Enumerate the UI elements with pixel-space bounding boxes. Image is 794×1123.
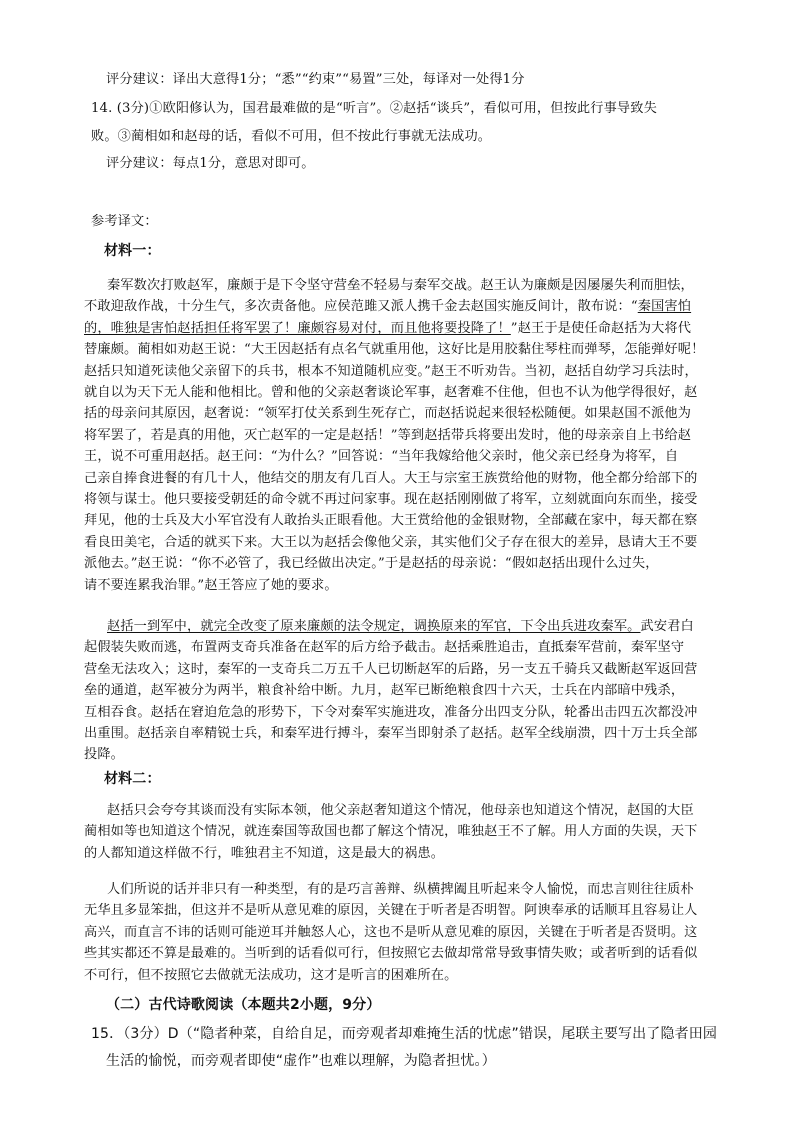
line-text: 武安君白 (640, 619, 694, 634)
line-text: 请不要连累我治罪。”赵王答应了她的要求。 (84, 577, 338, 593)
paragraph-line (84, 319, 691, 339)
paragraph-line: 不可行，但不按照它去做就无法成功，这才是听言的困难所在。 (84, 967, 458, 983)
material-1-title: 材料一： (104, 243, 161, 259)
underlined-text: 秦国害怕 (637, 299, 692, 315)
q15-answer-line-1: 15．（3分）D（“隐者种菜，自给自足，而旁观者却难掩生活的忧虑”错误，尾联主要写出了隐者田园 (91, 1026, 718, 1042)
paragraph-line (84, 362, 698, 382)
line-text: 出重围。赵括亲自率精锐士兵，和秦军进行搏斗，秦军当即射杀了赵括。赵军全线崩溃，四十万士兵全部 (84, 726, 698, 741)
line-text: 将领与谋士。他只要接受朝廷的命令就不再过问家事。现在赵括刚刚做了将军，立刻就面向东而坐，接受 (84, 492, 698, 507)
paragraph-line (84, 724, 698, 744)
underlined-text: 的，唯独是害怕赵括担任将军罢了！廉颇容易对付，而且他将要投降了！ (84, 320, 511, 336)
line-text: 赵括只知道死读他父亲留下的兵书，根本不知道随机应变。”赵王不听劝告。当初，赵括自幼学习兵法时， (84, 363, 698, 379)
paragraph-line (84, 447, 678, 467)
translation-heading: 参考译文： (91, 214, 158, 229)
paragraph-line: 的人都知道这样做不行，唯独君主不知道，这是最大的祸患。 (84, 845, 445, 861)
q14-answer-line-2: 败。③蔺相如和赵母的话，看似不可用，但不按此行事就无法成功。 (91, 129, 492, 144)
paragraph-line (84, 340, 704, 360)
paragraph-line (84, 297, 691, 317)
line-text: 派他去。”赵王说：“你不必管了，我已经做出决定。”于是赵括的母亲说：“假如赵括出现什么过失， (84, 556, 659, 572)
line-text: 王，说不可重用赵括。赵王问：“为什么？”回答说：“当年我嫁给他父亲时，他父亲已经身为将军，自 (84, 449, 679, 465)
line-text: ”赵王于是使任命赵括为大将代 (510, 320, 692, 336)
paragraph-line (84, 490, 698, 510)
line-text: 己亲自捧食进餐的有几十人，他结交的朋友有几百人。大王与宗室王族赏给他的财物，他全都分给部下的 (84, 470, 698, 486)
paragraph-line (84, 638, 684, 658)
paragraph-line: 蔺相如等也知道这个情况，就连秦国等敌国也都了解这个情况，唯独赵王不了解。用人方面的失误，天下 (84, 824, 698, 840)
line-text: 秦军数次打败赵军，廉颇于是下令坚守营垒不轻易与秦军交战。赵王认为廉颇是因屡屡失利而胆怯， (107, 278, 694, 293)
paragraph-line (84, 533, 698, 553)
paragraph-line (84, 681, 684, 701)
line-text: 拜见，他的士兵及大小军官没有人敢抬头正眼看他。大王赏给他的金银财物，全部藏在家中，每天都在察 (84, 513, 698, 529)
line-text: 看良田美宅，合适的就买下来。大王以为赵括会像他父亲，其实他们父子存在很大的差异，恳请大王不要 (84, 534, 698, 550)
line-text: 不敢迎敌作战，十分生气，多次责备他。应侯范雎又派人携千金去赵国实施反间计，散布说：“ (84, 299, 638, 315)
paragraph-line (84, 404, 691, 424)
paragraph-line (84, 511, 698, 531)
poetry-section-heading: （二）古代诗歌阅读（本题共2小题，9分） (106, 997, 381, 1013)
paragraph-line (84, 426, 691, 446)
line-text: 垒的通道，赵军被分为两半，粮食补给中断。九月，赵军已断绝粮食四十六天，士兵在内部暗中残杀， (84, 683, 685, 699)
paragraph-line (84, 383, 698, 403)
q15-answer-line-2: 生活的愉悦，而旁观者即使“虚作”也难以理解，为隐者担忧。） (106, 1053, 496, 1069)
paragraph-line (107, 276, 694, 296)
paragraph-line (107, 617, 694, 637)
paragraph-line (84, 703, 698, 723)
line-text: 括的母亲问其原因，赵奢说：“领军打仗关系到生死存亡，而赵括说起来很轻松随便。如果赵国不派他为 (84, 406, 692, 422)
paragraph-line (84, 469, 698, 489)
line-text: 替廉颇。蔺相如劝赵王说：“大王因赵括有点名气就重用他，这好比是用胶黏住琴柱而弹琴，怎能弹好呢！ (84, 342, 705, 358)
q14-answer-line-1: 14. (3分)①欧阳修认为，国君最难做的是“听言”。②赵括“谈兵”，看似可用，但按此行事导致失 (91, 101, 657, 116)
paragraph-line (84, 745, 124, 765)
paragraph-line: 高兴，而直言不讳的话则可能逆耳并触怒人心，这也不是听从意见难的原因，关键在于听者是否贤明。这 (84, 924, 698, 940)
paragraph-line: 些其实都还不算是最难的。当听到的话看似可行，但按照它去做却常常导致事情失败；或者听到的话看似 (84, 946, 698, 962)
line-text: 互相吞食。赵括在窘迫危急的形势下，下令对秦军实施进攻，准备分出四支分队，轮番出击四五次都没冲 (84, 704, 698, 720)
line-text: 营垒无法攻入；这时，秦军的一支奇兵二万五千人已切断赵军的后路，另一支五千骑兵又截断赵军返回营 (84, 661, 698, 677)
paragraph-line: 人们所说的话并非只有一种类型，有的是巧言善辩、纵横捭阖且听起来令人愉悦，而忠言则往往质朴 (107, 882, 694, 897)
line-text: 投降。 (84, 747, 125, 763)
paragraph-line: 赵括只会夸夸其谈而没有实际本领，他父亲赵奢知道这个情况，他母亲也知道这个情况，赵国的大臣 (107, 803, 694, 818)
paragraph-line (84, 660, 698, 680)
paragraph-line (84, 576, 338, 596)
material-2-title: 材料二： (104, 771, 161, 787)
line-text: 就自以为天下无人能和他相比。曾和他的父亲赵奢谈论军事，赵奢难不住他，但也不认为他学得很好，赵 (84, 385, 698, 400)
paragraph-line: 无华且多显笨拙，但这并不是听从意见难的原因，关键在于听者是否明智。阿谀奉承的话顺耳且容易让人 (84, 903, 698, 919)
line-text: 起假装失败而逃，布置两支奇兵准备在赵军的后方给予截击。赵括乘胜追击，直抵秦军营前，秦军坚守 (84, 640, 685, 656)
underlined-text: 赵括一到军中，就完全改变了原来廉颇的法令规定，调换原来的军官，下令出兵进攻秦军。 (107, 619, 641, 634)
q13-scoring-note: 评分建议：译出大意得1分；“悉”“约束”“易置”三处，每译对一处得1分 (106, 72, 525, 87)
paragraph-line (84, 554, 659, 574)
line-text: 将军罢了，若是真的用他，灭亡赵军的一定是赵括！”等到赵括带兵将要出发时，他的母亲亲自上书给赵 (84, 427, 692, 443)
q14-scoring-note: 评分建议：每点1分，意思对即可。 (106, 156, 315, 171)
